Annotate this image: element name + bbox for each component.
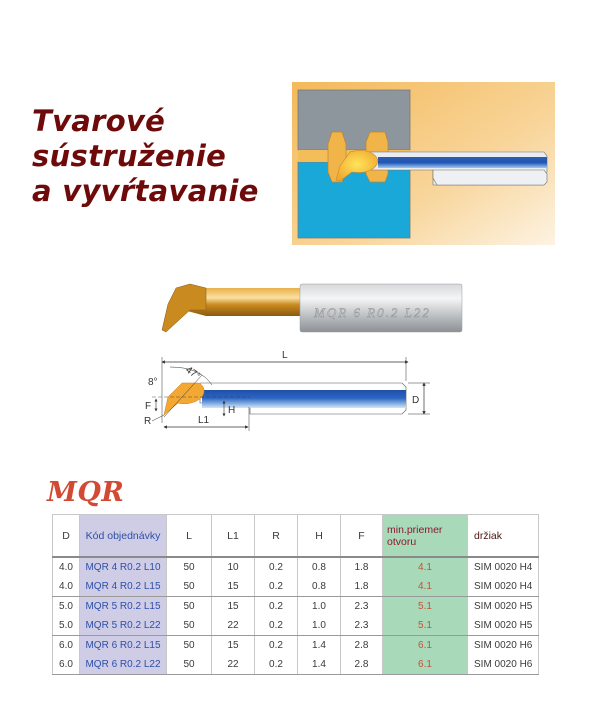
page-title: [32, 104, 259, 209]
label-angle-8: 8°: [148, 377, 158, 388]
label-r: R: [144, 416, 152, 427]
cell-order-code: MQR 4 R0.2 L15: [80, 577, 167, 597]
cell-d: 4.0: [53, 557, 80, 577]
cell-h: 1.0: [298, 616, 341, 636]
cell-f: 2.8: [341, 636, 383, 656]
title-line-2: sústruženie: [32, 139, 227, 173]
cell-min-bore: 4.1: [383, 557, 468, 577]
header-min-bore-line1: min.priemer: [387, 523, 443, 536]
cell-d: 5.0: [53, 616, 80, 636]
cell-r: 0.2: [255, 616, 298, 636]
header-r: R: [255, 515, 298, 558]
header-min-bore-line2: otvoru: [387, 535, 417, 548]
header-f: F: [341, 515, 383, 558]
cell-l1: 15: [212, 597, 255, 617]
boring-illustration: [292, 82, 555, 245]
cell-h: 1.0: [298, 597, 341, 617]
cell-order-code: MQR 5 R0.2 L22: [80, 616, 167, 636]
cell-f: 2.3: [341, 616, 383, 636]
header-l: L: [167, 515, 212, 558]
header-min-bore: [383, 515, 468, 558]
cell-l1: 15: [212, 636, 255, 656]
tool-engraving: MQR 6 R0.2 L22: [314, 305, 431, 320]
workpiece-top: [298, 90, 410, 150]
cell-f: 1.8: [341, 577, 383, 597]
cell-l: 50: [167, 616, 212, 636]
cell-min-bore: 6.1: [383, 655, 468, 675]
label-h: H: [228, 405, 236, 416]
cell-l: 50: [167, 577, 212, 597]
cell-d: 6.0: [53, 655, 80, 675]
cell-holder: SIM 0020 H4: [468, 557, 539, 577]
label-f: F: [145, 401, 152, 412]
cell-order-code: MQR 4 R0.2 L10: [80, 557, 167, 577]
cell-d: 4.0: [53, 577, 80, 597]
cell-r: 0.2: [255, 597, 298, 617]
table-row: [53, 636, 539, 656]
gold-tip: [162, 284, 206, 332]
cell-r: 0.2: [255, 636, 298, 656]
cell-order-code: MQR 6 R0.2 L15: [80, 636, 167, 656]
cell-h: 0.8: [298, 557, 341, 577]
cell-h: 1.4: [298, 636, 341, 656]
cell-r: 0.2: [255, 655, 298, 675]
spec-table: [52, 514, 539, 675]
table-row: [53, 597, 539, 617]
cell-f: 2.8: [341, 655, 383, 675]
cell-h: 0.8: [298, 577, 341, 597]
cell-holder: SIM 0020 H5: [468, 597, 539, 617]
cell-min-bore: 5.1: [383, 616, 468, 636]
title-line-3: a vyvŕtavanie: [32, 174, 259, 208]
cell-min-bore: 6.1: [383, 636, 468, 656]
cell-l: 50: [167, 636, 212, 656]
cell-l1: 10: [212, 557, 255, 577]
cell-f: 1.8: [341, 557, 383, 577]
header-h: H: [298, 515, 341, 558]
cell-h: 1.4: [298, 655, 341, 675]
header-d: D: [53, 515, 80, 558]
cell-holder: SIM 0020 H4: [468, 577, 539, 597]
table-row: [53, 557, 539, 577]
label-angle-47: 47°: [183, 364, 202, 383]
cell-d: 6.0: [53, 636, 80, 656]
tool-body: [433, 170, 547, 185]
cell-l: 50: [167, 655, 212, 675]
table-row: [53, 616, 539, 636]
cell-f: 2.3: [341, 597, 383, 617]
shank-blue-stripe: [378, 157, 547, 168]
title-line-1: Tvarové: [32, 104, 166, 138]
cell-l: 50: [167, 597, 212, 617]
brand-logo: MQR: [47, 477, 125, 508]
table-header-row: [53, 515, 539, 558]
cell-d: 5.0: [53, 597, 80, 617]
label-d: D: [412, 395, 420, 406]
cell-holder: SIM 0020 H6: [468, 655, 539, 675]
cell-holder: SIM 0020 H6: [468, 636, 539, 656]
header-holder: držiak: [468, 515, 539, 558]
cell-l1: 22: [212, 655, 255, 675]
cell-min-bore: 4.1: [383, 577, 468, 597]
technical-drawing: [130, 345, 450, 435]
table-row: [53, 655, 539, 675]
cell-holder: SIM 0020 H5: [468, 616, 539, 636]
cell-l1: 15: [212, 577, 255, 597]
header-l1: L1: [212, 515, 255, 558]
table-row: [53, 577, 539, 597]
cell-l: 50: [167, 557, 212, 577]
tool-photo: [150, 280, 470, 340]
cell-l1: 22: [212, 616, 255, 636]
label-l: L: [282, 350, 288, 361]
cell-order-code: MQR 5 R0.2 L15: [80, 597, 167, 617]
header-order-code: Kód objednávky: [80, 515, 167, 558]
workpiece-bottom: [298, 162, 410, 238]
label-l1: L1: [198, 415, 210, 426]
cell-min-bore: 5.1: [383, 597, 468, 617]
cell-order-code: MQR 6 R0.2 L22: [80, 655, 167, 675]
cell-r: 0.2: [255, 557, 298, 577]
cell-r: 0.2: [255, 577, 298, 597]
